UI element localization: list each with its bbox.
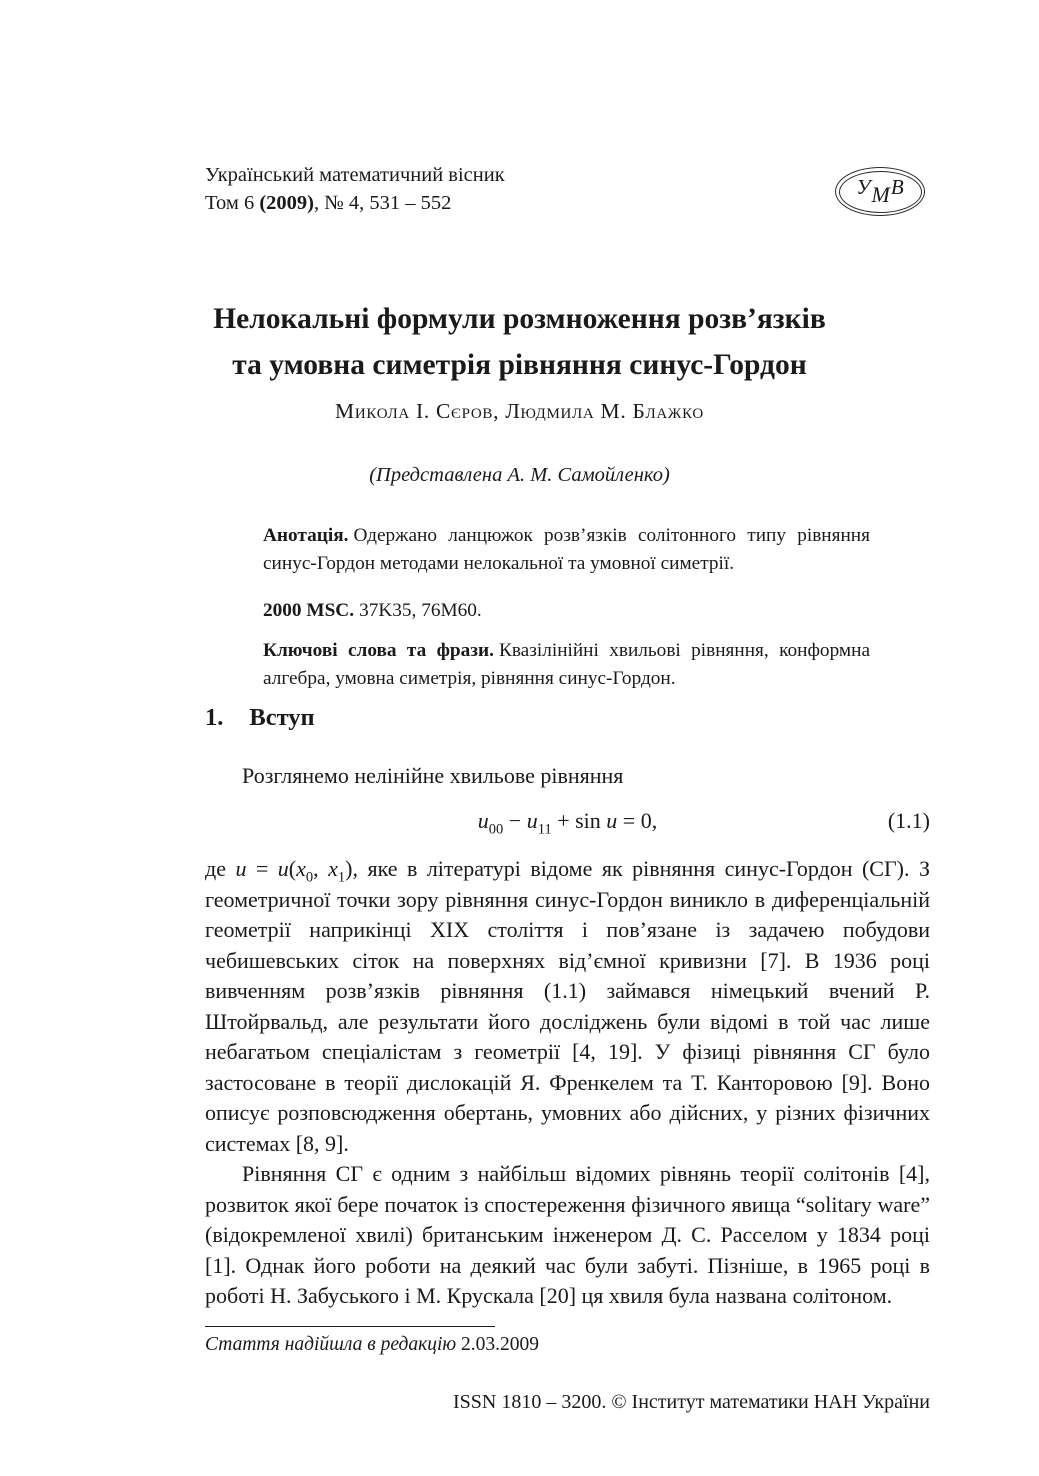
logo-letter-u: У	[856, 175, 871, 199]
footnote-rule	[205, 1326, 495, 1327]
keywords-paragraph	[263, 637, 870, 693]
article-title	[157, 296, 882, 388]
section-title: Вступ	[249, 704, 315, 731]
title-line-2: та умовна симетрія рівняння синус-Гордон	[232, 349, 807, 381]
issn-line: ISSN 1810 – 3200. © Інститут математики НАН України	[453, 1391, 930, 1413]
abstract-text: Одержано ланцюжок розв’язків солітонного типу рівняння синус-Гордон методами нелокальної та умовної симетрії.	[263, 525, 870, 574]
equation-tag: (1.1)	[887, 808, 930, 833]
abstract-label: Анотація.	[263, 525, 349, 546]
journal-logo	[835, 167, 925, 216]
article-body	[205, 854, 930, 1312]
section-number: 1.	[205, 704, 224, 731]
body-paragraph-2: Рівняння СГ є одним з найбільш відомих рівнянь теорії солітонів [4], розвиток якої бере початок із спостереження фізичного явища “solitary ware” (відокремленої хвилі) британським інженером Д. С. Расселом у 1834 році [1]. Однак його роботи на деякий час були забуті. Пізніше, в 1965 році в роботі Н. Забуського і М. Крускала [20] ця хвиля була названа солітоном.	[205, 1161, 930, 1308]
journal-header	[205, 162, 825, 217]
journal-name: Український математичний вісник	[205, 164, 505, 186]
body-paragraph-1: де $u = u(x_0$, $x_1$), яке в літературі відоме як рівняння синус-Гордон (СГ). З геометричної точки зору рівняння синус-Гордон виникло в диференціальній геометрії наприкінці XIX століття і пов’язане із задачею побудови чебишевських сіток на поверхнях від’ємної кривизни [7]. В 1936 році вивченням розв’язків рівняння (1.1) займався німецький вчений Р. Штойрвальд, але результати його досліджень були відомі в той час лише небагатьом спеціалістам з геометрії [4, 19]. У фізиці рівняння СГ було застосоване в теорії дислокацій Я. Френкелем та Т. Канторовою [9]. Воно описує розповсюдження обертань, умовних або дійсних, у різних фізичних системах [8, 9].	[205, 856, 930, 1156]
msc-paragraph	[263, 597, 870, 625]
presented-line: (Представлена А. М. Самойленко)	[369, 464, 670, 486]
msc-label: 2000 MSC.	[263, 600, 355, 621]
abstract-paragraph	[263, 522, 870, 578]
section-heading	[205, 704, 315, 732]
msc-codes: 37K35, 76M60.	[359, 600, 482, 621]
logo-letter-m: М	[871, 181, 890, 207]
title-line-1: Нелокальні формули розмноження розв’язків	[213, 303, 826, 335]
equation-body: $u_{00} - u_{11} + \sin u = 0$,	[477, 808, 658, 838]
display-equation	[205, 808, 930, 838]
intro-paragraph: Розглянемо нелінійне хвильове рівняння	[242, 763, 624, 788]
keywords-text: Квазілінійні хвильові рівняння, конформна алгебра, умовна симетрія, рівняння синус-Гордон.	[263, 640, 870, 689]
abstract-block	[263, 522, 870, 693]
authors-line: Микола І. Сєров, Людмила М. Блажко	[335, 399, 704, 423]
logo-letter-v: В	[890, 175, 904, 199]
keywords-label: Ключові слова та фрази.	[263, 640, 494, 661]
journal-issue-line: Том 6 (2009), № 4, 531 – 552	[205, 191, 452, 214]
footnote-text: Стаття надійшла в редакцію 2.03.2009	[205, 1334, 540, 1355]
